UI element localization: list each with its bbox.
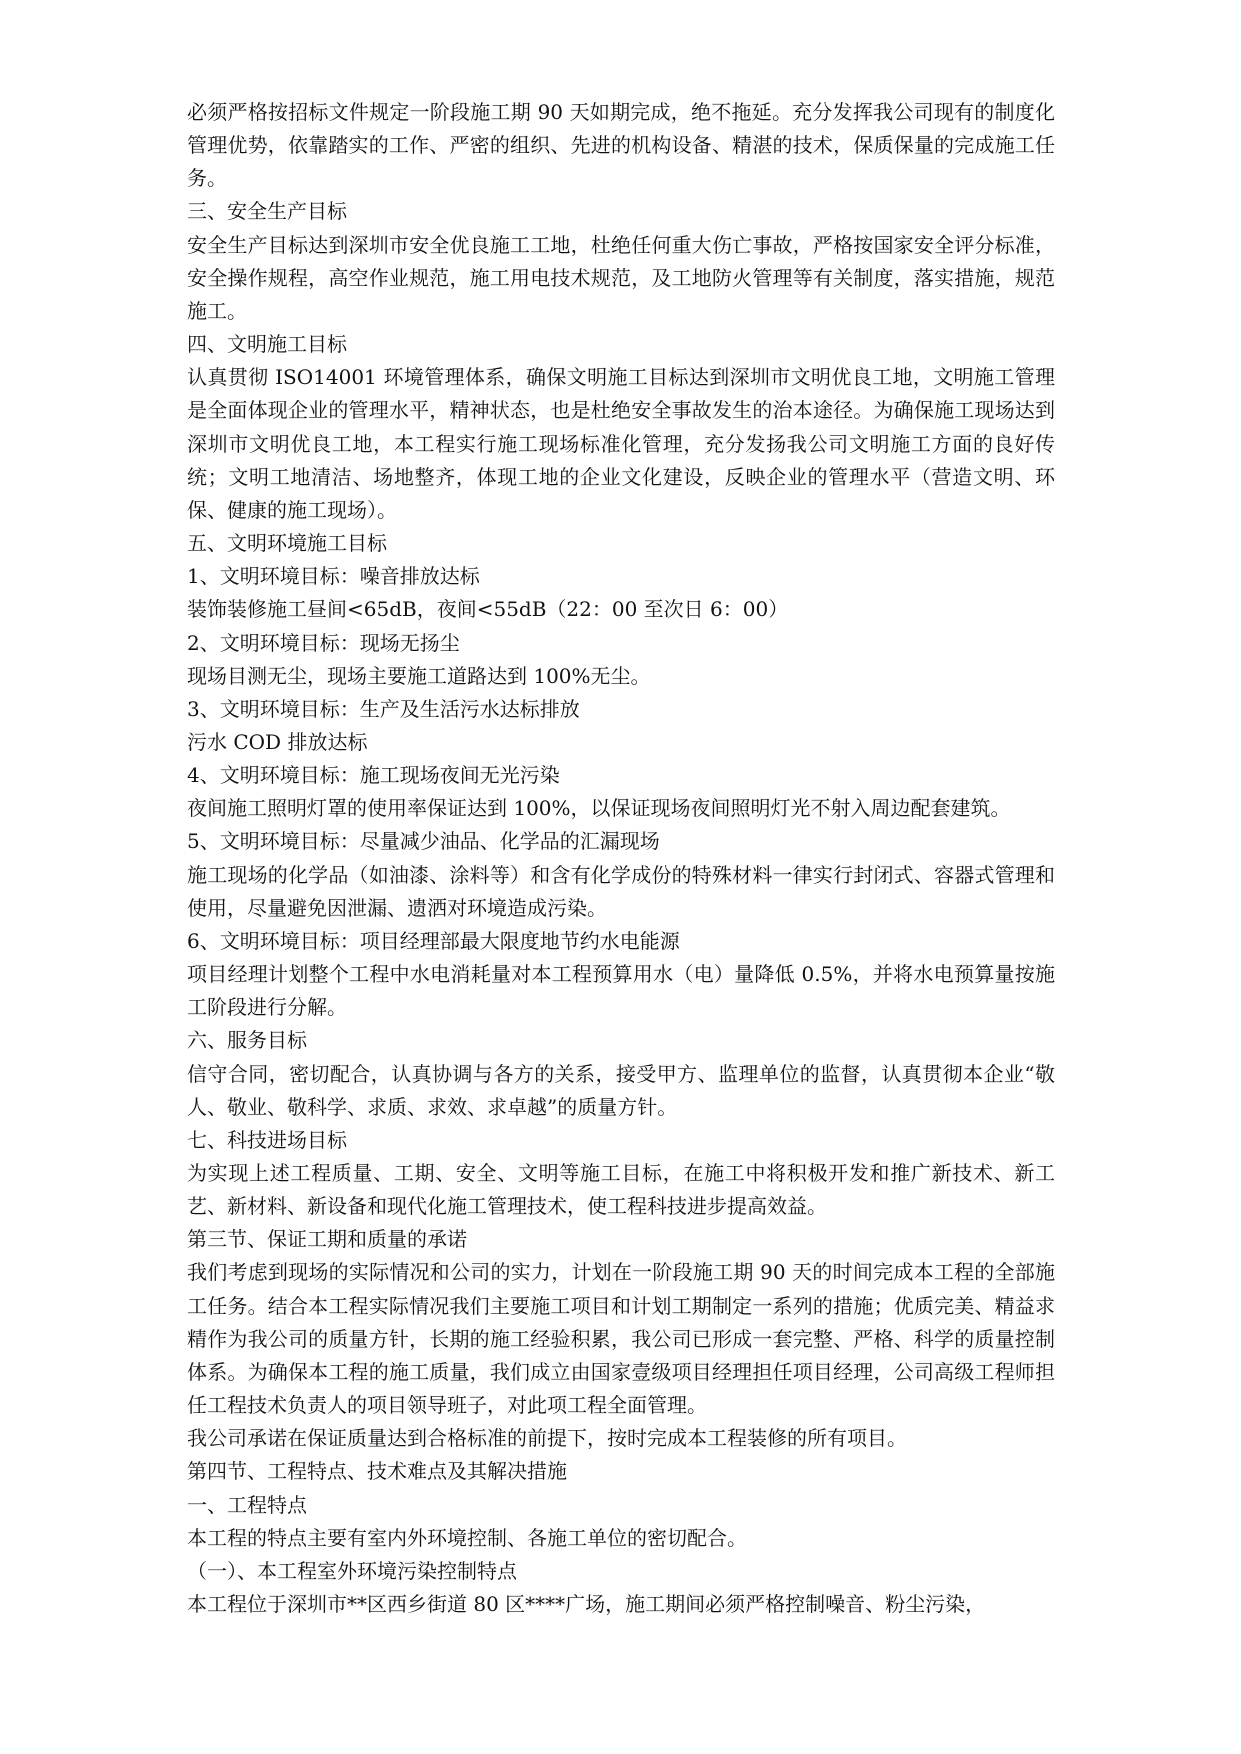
paragraph-wastewater: 污水 COD 排放达标 [187,729,368,754]
paragraph-civilized-construction: 认真贯彻 ISO14001 环境管理体系，确保文明施工目标达到深圳市文明优良工地，文明施工管理是全面体现企业的管理水平，精神状态，也是杜绝安全事故发生的治本途径。为确保施工现场达到深圳市文明优良工地，本工程实行施工现场标准化管理，充分发扬我公司文明施工方面的良好传统；文明工地清洁、场地整齐，体现工地的企业文化建设，反映企业的管理水平（营造文明、环保、健康的施工现场）。 [187,365,1055,522]
item-energy-goal: 6、文明环境目标：项目经理部最大限度地节约水电能源 [187,928,680,953]
paragraph-dust: 现场目测无尘，现场主要施工道路达到 100%无尘。 [187,663,651,688]
paragraph-energy: 项目经理计划整个工程中水电消耗量对本工程预算用水（电）量降低 0.5%，并将水电预算量按施工阶段进行分解。 [187,962,1055,1020]
paragraph-location: 本工程位于深圳市**区西乡街道 80 区****广场，施工期间必须严格控制噪音、粉尘污染， [187,1592,986,1617]
item-wastewater-goal: 3、文明环境目标：生产及生活污水达标排放 [187,696,580,721]
heading-environment-goal: 五、文明环境施工目标 [187,531,387,556]
item-noise-goal: 1、文明环境目标：噪音排放达标 [187,564,480,589]
paragraph-service: 信守合同，密切配合，认真协调与各方的关系，接受甲方、监理单位的监督，认真贯彻本企业“敬人、敬业、敬科学、求质、求效、求卓越”的质量方针。 [187,1061,1055,1119]
heading-project-features: 一、工程特点 [187,1492,307,1517]
heading-technology-goal: 七、科技进场目标 [187,1127,347,1152]
document-body [187,96,1055,1621]
heading-civilized-construction-goal: 四、文明施工目标 [187,332,347,357]
item-chemical-goal: 5、文明环境目标：尽量减少油品、化学品的汇漏现场 [187,829,660,854]
heading-section-4: 第四节、工程特点、技术难点及其解决措施 [187,1459,567,1484]
heading-service-goal: 六、服务目标 [187,1028,307,1053]
paragraph-project-features: 本工程的特点主要有室内外环境控制、各施工单位的密切配合。 [187,1525,747,1550]
paragraph-noise: 装饰装修施工昼间<65dB，夜间<55dB（22：00 至次日 6：00） [187,597,789,622]
paragraph-light-pollution: 夜间施工照明灯罩的使用率保证达到 100%，以保证现场夜间照明灯光不射入周边配套建筑。 [187,796,1011,821]
paragraph-commitment-summary: 我公司承诺在保证质量达到合格标准的前提下，按时完成本工程装修的所有项目。 [187,1426,907,1451]
item-light-pollution-goal: 4、文明环境目标：施工现场夜间无光污染 [187,763,560,788]
paragraph-technology: 为实现上述工程质量、工期、安全、文明等施工目标，在施工中将积极开发和推广新技术、新工艺、新材料、新设备和现代化施工管理技术，使工程科技进步提高效益。 [187,1161,1055,1219]
heading-outdoor-environment: （一）、本工程室外环境污染控制特点 [187,1558,517,1583]
paragraph-commitment: 我们考虑到现场的实际情况和公司的实力，计划在一阶段施工期 90 天的时间完成本工程的全部施工任务。结合本工程实际情况我们主要施工项目和计划工期制定一系列的措施；优质完美、精益求精作为我公司的质量方针，长期的施工经验积累，我公司已形成一套完整、严格、科学的质量控制体系。为确保本工程的施工质量，我们成立由国家壹级项目经理担任项目经理，公司高级工程师担任工程技术负责人的项目领导班子，对此项工程全面管理。 [187,1260,1055,1418]
paragraph-chemical: 施工现场的化学品（如油漆、涂料等）和含有化学成份的特殊材料一律实行封闭式、容器式管理和使用，尽量避免因泄漏、遗洒对环境造成污染。 [187,862,1055,920]
item-dust-goal: 2、文明环境目标：现场无扬尘 [187,630,460,655]
heading-section-3: 第三节、保证工期和质量的承诺 [187,1227,467,1252]
paragraph-schedule: 必须严格按招标文件规定一阶段施工期 90 天如期完成，绝不拖延。充分发挥我公司现有的制度化管理优势，依靠踏实的工作、严密的组织、先进的机构设备、精湛的技术，保质保量的完成施工任务。 [187,100,1055,191]
paragraph-safety: 安全生产目标达到深圳市安全优良施工工地，杜绝任何重大伤亡事故，严格按国家安全评分标准，安全操作规程，高空作业规范，施工用电技术规范，及工地防火管理等有关制度，落实措施，规范施工。 [187,232,1055,323]
heading-safety-goal: 三、安全生产目标 [187,199,347,224]
